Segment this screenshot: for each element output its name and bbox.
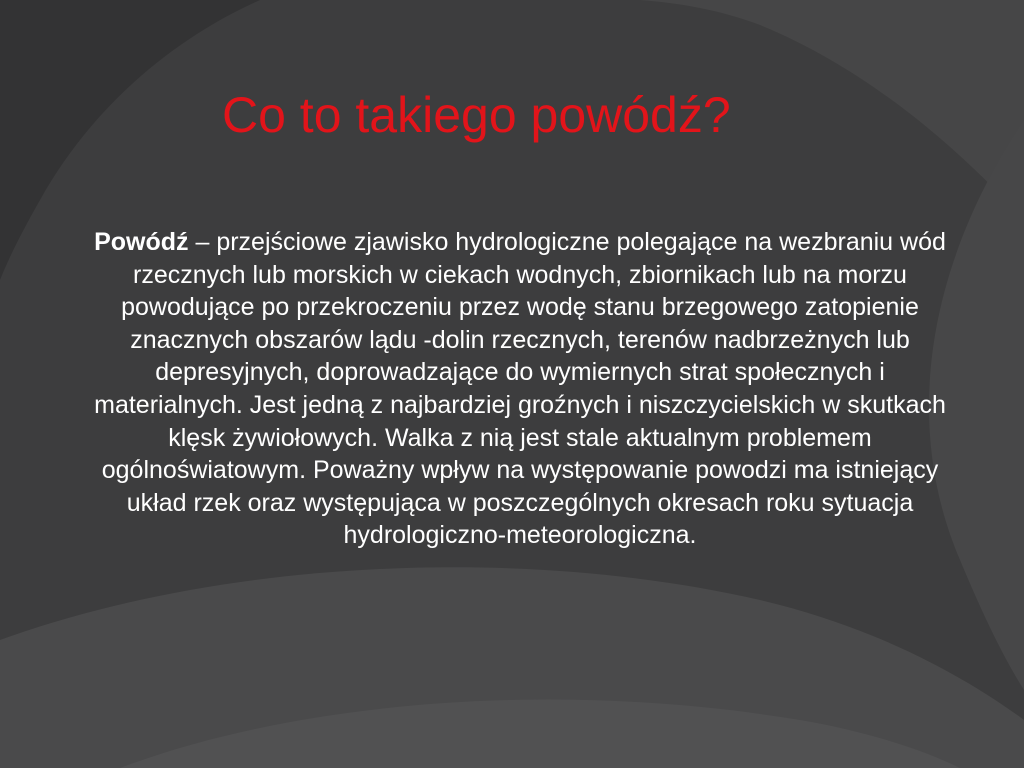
term-label: Powódź	[94, 228, 189, 256]
definition-text: – przejściowe zjawisko hydrologiczne polegające na wezbraniu wód rzecznych lub morskich w ciekach wodnych, zbiornikach lub na morzu powodujące po przekroczeniu przez wodę stanu brzegowego zatopienie znacznych obszarów lądu -dolin rzecznych, terenów nadbrzeżnych lub depresyjnych, doprowadzające do wymiernych strat społecznych i materialnych. Jest jedną z najbardziej groźnych i niszczycielskich w skutkach klęsk żywiołowych. Walka z nią jest stale aktualnym problemem ogólnoświatowym. Poważny wpływ na występowanie powodzi ma istniejący układ rzek oraz występująca w poszczególnych okresach roku sytuacja hydrologiczno-meteorologiczna.	[94, 228, 946, 550]
slide-body	[86, 226, 954, 552]
slide-title: Co to takiego powódź?	[222, 87, 731, 143]
